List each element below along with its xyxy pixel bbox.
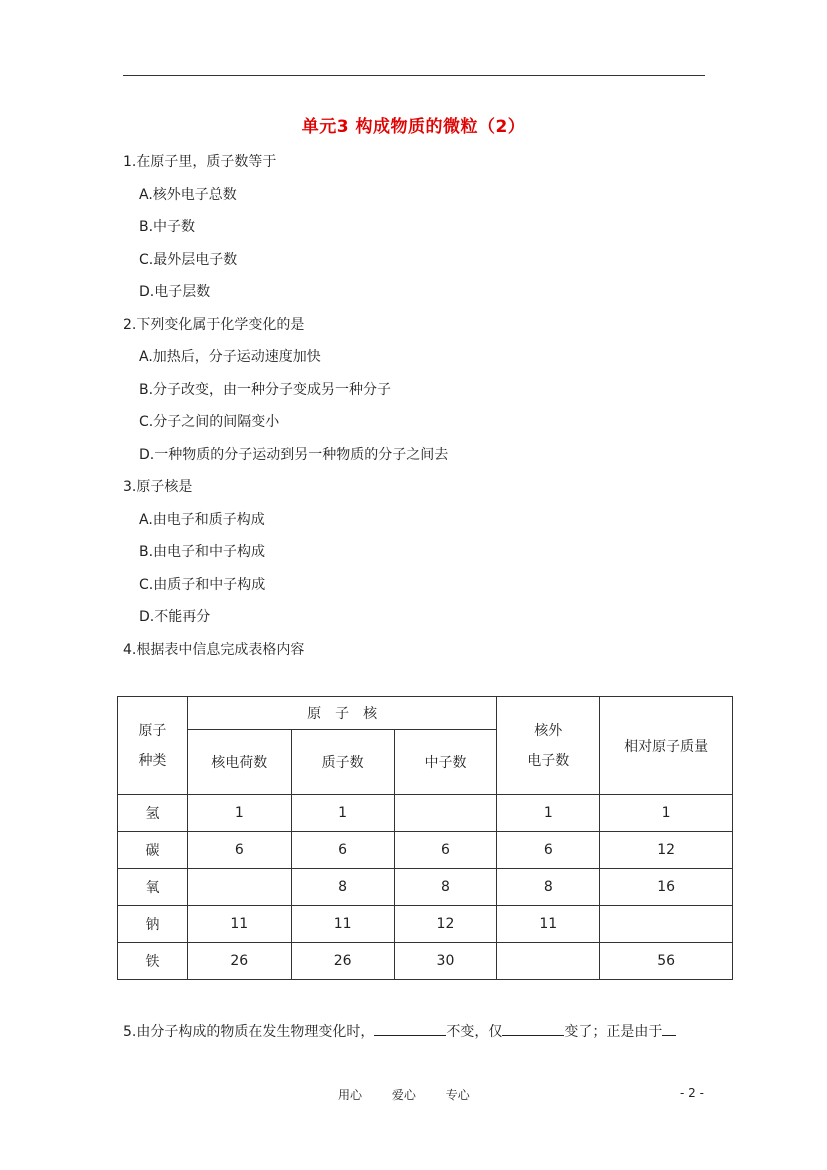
header-atomic-mass: 相对原子质量 [600,697,733,795]
table-row [118,906,733,943]
question-2-option-a: A.加热后，分子运动速度加快 [139,349,321,365]
cell-charge: 1 [187,795,291,832]
cell-protons: 26 [291,943,394,980]
footer-word-1: 用心 [338,1088,363,1102]
answer-blank-3[interactable] [662,1021,676,1036]
cell-electrons: 8 [497,869,600,906]
footer-motto [338,1086,496,1103]
cell-element: 碳 [118,832,188,869]
header-atom-type [118,697,188,795]
answer-blank-1[interactable] [374,1021,446,1036]
cell-electrons [497,943,600,980]
header-atom-type-line2: 种类 [138,752,167,769]
table-row [118,832,733,869]
cell-electrons: 6 [497,832,600,869]
header-nuclear-charge: 核电荷数 [187,730,291,795]
question-3-option-d: D.不能再分 [139,609,211,625]
question-5 [123,1021,676,1041]
question-1-option-d: D.电子层数 [139,284,211,300]
table-row [118,943,733,980]
cell-neutrons: 30 [394,943,497,980]
cell-mass: 16 [600,869,733,906]
cell-neutrons: 12 [394,906,497,943]
cell-charge: 26 [187,943,291,980]
question-1-option-a: A.核外电子总数 [139,187,237,203]
question-1-option-c: C.最外层电子数 [139,252,238,268]
header-electrons-line1: 核外 [534,722,563,739]
cell-charge: 11 [187,906,291,943]
cell-electrons: 11 [497,906,600,943]
question-5-part3: 变了；正是由于 [564,1024,663,1040]
question-5-part2: 不变，仅 [446,1024,503,1040]
question-1-stem: 1.在原子里，质子数等于 [123,154,277,170]
question-1-option-b: B.中子数 [139,219,196,235]
question-3-option-a: A.由电子和质子构成 [139,512,265,528]
atom-info-table [117,696,733,980]
cell-neutrons: 8 [394,869,497,906]
question-2-stem: 2.下列变化属于化学变化的是 [123,317,305,333]
question-3-option-b: B.由电子和中子构成 [139,544,266,560]
cell-mass: 12 [600,832,733,869]
header-neutrons: 中子数 [394,730,497,795]
cell-element: 氢 [118,795,188,832]
question-3-option-c: C.由质子和中子构成 [139,577,266,593]
question-2-option-b: B.分子改变，由一种分子变成另一种分子 [139,382,392,398]
cell-electrons: 1 [497,795,600,832]
header-protons: 质子数 [291,730,394,795]
question-5-part1: 5.由分子构成的物质在发生物理变化时， [123,1024,375,1040]
cell-neutrons: 6 [394,832,497,869]
cell-protons: 11 [291,906,394,943]
question-3-stem: 3.原子核是 [123,479,193,495]
cell-mass [600,906,733,943]
footer-word-2: 爱心 [391,1088,416,1102]
question-4-stem: 4.根据表中信息完成表格内容 [123,642,305,658]
page-title: 单元3 构成物质的微粒（2） [301,117,526,137]
table-row [118,869,733,906]
answer-blank-2[interactable] [502,1021,564,1036]
cell-element: 钠 [118,906,188,943]
cell-charge [187,869,291,906]
cell-element: 氧 [118,869,188,906]
cell-mass: 56 [600,943,733,980]
cell-neutrons [394,795,497,832]
cell-element: 铁 [118,943,188,980]
cell-charge: 6 [187,832,291,869]
header-rule [123,75,705,76]
header-electrons [497,697,600,795]
question-2-option-d: D.一种物质的分子运动到另一种物质的分子之间去 [139,447,449,463]
cell-protons: 8 [291,869,394,906]
footer-word-3: 专心 [445,1088,470,1102]
header-nucleus: 原 子 核 [187,697,496,730]
cell-mass: 1 [600,795,733,832]
cell-protons: 1 [291,795,394,832]
page-number: - 2 - [680,1086,704,1100]
cell-protons: 6 [291,832,394,869]
header-atom-type-line1: 原子 [138,722,167,739]
table-row [118,795,733,832]
header-electrons-line2: 电子数 [527,752,570,769]
question-2-option-c: C.分子之间的间隔变小 [139,414,280,430]
